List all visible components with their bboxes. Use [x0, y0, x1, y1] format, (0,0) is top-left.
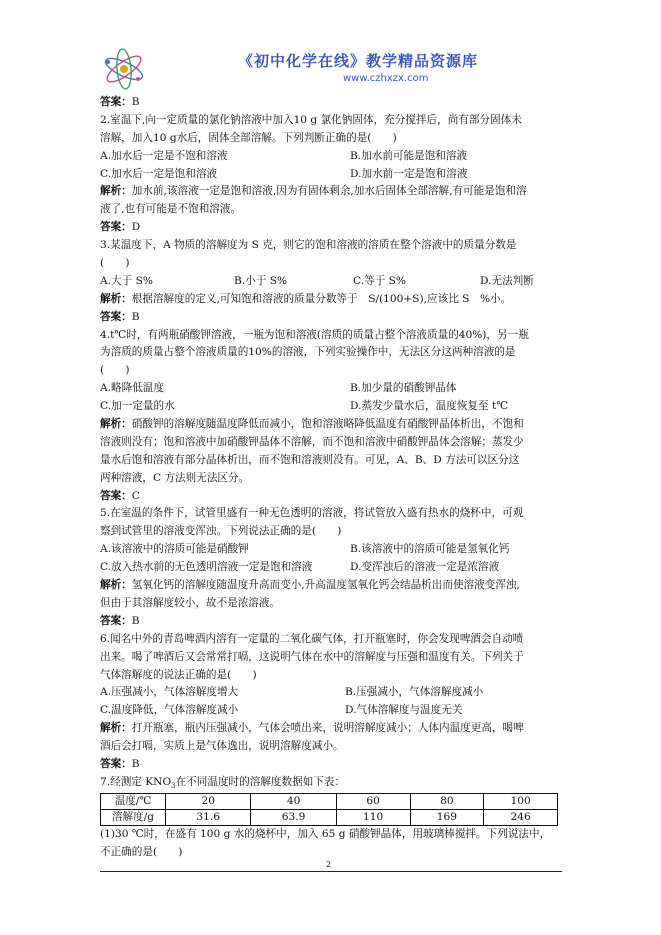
- content: [100, 94, 562, 862]
- q5-stem-line-2: 察到试管里的溶液变浑浊。下列说法正确的是( ): [100, 525, 342, 538]
- q4-stem-line-1: 4.t℃时，有两瓶硝酸钾溶液，一瓶为饱和溶液(溶质的质量占整个溶液质量的40%)，另一瓶: [100, 328, 529, 341]
- table-cell: 100: [484, 793, 558, 809]
- q2-stem-line-1: 2.室温下,向一定质量的氯化钠溶液中加入10 g 氯化钠固体，充分搅拌后，尚有部分固体未: [100, 113, 522, 126]
- header-banner: [100, 46, 560, 92]
- q6-stem-line-2: 出来。喝了啤酒后又会常常打嗝，这说明气体在水中的溶解度与压强和温度有关。下列关于: [100, 650, 524, 663]
- q5-option-a: A.该溶液中的溶质可能是硝酸钾: [100, 543, 249, 556]
- q5-options-row-2: [100, 559, 562, 577]
- q6-options-row-1: [100, 684, 562, 702]
- q3-option-d: D.无法判断: [480, 274, 534, 287]
- table-row: [101, 793, 558, 809]
- table-cell-header: 温度/℃: [101, 793, 166, 809]
- table-cell: 60: [336, 793, 410, 809]
- table-cell: 110: [336, 809, 410, 825]
- q4-option-d: D.蒸发少量水后，温度恢复至 t℃: [350, 400, 509, 413]
- q4-analysis-line-4: 两种溶液，C 方法则无法区分。: [100, 471, 250, 484]
- q5-option-c: C.放入热水前的无色透明溶液一定是饱和溶液: [100, 561, 313, 574]
- q2-options-row-1: [100, 148, 562, 166]
- table-cell: 63.9: [251, 809, 336, 825]
- q3-answer: 答案：B: [100, 310, 140, 323]
- q2-analysis-line-1: 解析：加水前,该溶液一定是饱和溶液,因为有固体剩余,加水后固体全部溶解,有可能是饱和溶: [100, 185, 527, 198]
- q3-options-row: [100, 273, 562, 291]
- q6-option-b: B.压强减小，气体溶解度减小: [345, 686, 484, 699]
- q6-stem-line-1: 6.闻名中外的青岛啤酒内溶有一定量的二氧化碳气体，打开瓶塞时，你会发现啤酒会自动喷: [100, 632, 524, 645]
- table-row: [101, 809, 558, 825]
- q7-sub1-line-2: 不正确的是( ): [100, 845, 183, 858]
- table-cell: 40: [251, 793, 336, 809]
- q2-option-c: C.加水后一定是饱和溶液: [100, 167, 218, 180]
- q4-option-a: A.略降低温度: [100, 382, 164, 395]
- q4-option-b: B.加少量的硝酸钾晶体: [350, 382, 457, 395]
- solubility-table: [100, 793, 558, 826]
- q2-option-a: A.加水后一定是不饱和溶液: [100, 149, 228, 162]
- q3-stem-line-2: ( ): [100, 257, 130, 270]
- q6-option-d: D.气体溶解度与温度无关: [345, 704, 463, 717]
- q2-options-row-2: [100, 166, 562, 184]
- q3-option-b: B.小于 S%: [234, 274, 288, 287]
- table-cell: 31.6: [166, 809, 251, 825]
- q6-analysis-line-1: 解析：打开瓶塞，瓶内压强减小，气体会喷出来，说明溶解度减小；人体内温度更高，喝啤: [100, 722, 524, 735]
- q5-stem-line-1: 5.在室温的条件下，试管里盛有一种无色透明的溶液，将试管放入盛有热水的烧杯中，可观: [100, 507, 524, 520]
- table-cell: 20: [166, 793, 251, 809]
- q7-stem: 7.经测定 $KNO_3$在不同温度时的溶解度数据如下表：: [100, 775, 346, 790]
- q4-options-row-2: [100, 398, 562, 416]
- table-cell: 246: [484, 809, 558, 825]
- q3-option-a: A.大于 S%: [100, 274, 153, 287]
- table-cell: 80: [410, 793, 484, 809]
- q6-option-c: C.温度降低，气体溶解度减小: [100, 704, 239, 717]
- q5-option-b: B.该溶液中的溶质可能是氢氧化钙: [350, 543, 510, 556]
- q3-option-c: C.等于 S%: [353, 274, 406, 287]
- q5-answer: 答案：B: [100, 614, 140, 627]
- q2-answer: 答案：D: [100, 221, 141, 234]
- q5-option-d: D.变浑浊后的溶液一定是浓溶液: [350, 561, 500, 574]
- q2-option-d: D.加水前一定是饱和溶液: [350, 167, 468, 180]
- q4-stem-line-2: 为溶质的质量占整个溶液质量的10%的溶液，下列实验操作中，无法区分这两种溶液的是: [100, 346, 516, 359]
- table-cell: 169: [410, 809, 484, 825]
- q1-answer: 答案：B: [100, 96, 140, 108]
- q3-analysis: 解析：根据溶解度的定义,可知饱和溶液的质量分数等于 S/(100+S),应该比 S %小。: [100, 292, 512, 305]
- q6-analysis-line-2: 酒后会打嗝，实质上是气体逸出，说明溶解度减小。: [100, 740, 344, 753]
- page-number: 2: [326, 860, 332, 869]
- q6-options-row-2: [100, 702, 562, 720]
- q4-analysis-line-3: 量水后饱和溶液有部分晶体析出，而不饱和溶液则没有。可见，A、B、D 方法可以区分这: [100, 453, 520, 466]
- atom-logo-icon: [100, 46, 148, 92]
- q6-answer: 答案：B: [100, 757, 140, 770]
- table-cell-header: 溶解度/g: [101, 809, 166, 825]
- banner-url: www.czhxzx.com: [343, 73, 429, 84]
- q5-options-row-1: [100, 541, 562, 559]
- q5-analysis-line-2: 但由于其溶解度较小，故不是浓溶液。: [100, 596, 281, 609]
- q2-stem-line-2: 溶解，加入10 g水后，固体全部溶解。下列判断正确的是( ): [100, 131, 397, 144]
- q4-analysis-line-2: 溶液则没有；饱和溶液中加硝酸钾晶体不溶解，而不饱和溶液中硝酸钾晶体会溶解；蒸发少: [100, 435, 524, 448]
- footer-divider: [100, 871, 562, 872]
- q6-stem-line-3: 气体溶解度的说法正确的是( ): [100, 668, 257, 681]
- q5-analysis-line-1: 解析：氢氧化钙的溶解度随温度升高而变小,升高温度氢氧化钙会结晶析出而使溶液变浑浊,: [100, 579, 520, 592]
- q4-option-c: C.加一定量的水: [100, 400, 175, 413]
- q7-sub1-line-1: (1)30 ℃时，在盛有 100 g 水的烧杯中，加入 65 g 硝酸钾晶体，用玻璃棒搅拌。下列说法中，: [100, 827, 551, 840]
- q4-analysis-line-1: 解析：硝酸钾的溶解度随温度降低而减小，饱和溶液略降低温度有硝酸钾晶体析出，不饱和: [100, 418, 524, 431]
- q4-options-row-1: [100, 380, 562, 398]
- q3-stem-line-1: 3.某温度下，A 物质的溶解度为 S 克，则它的饱和溶液的溶质在整个溶液中的质量分数是: [100, 239, 517, 252]
- q6-option-a: A.压强减小，气体溶解度增大: [100, 686, 239, 699]
- q2-analysis-line-2: 液了,也有可能是不饱和溶液。: [100, 203, 242, 216]
- q4-answer: 答案：C: [100, 489, 140, 502]
- q2-option-b: B.加水前可能是饱和溶液: [350, 149, 468, 162]
- banner-title: 《初中化学在线》教学精品资源库: [238, 52, 479, 70]
- q4-stem-line-3: ( ): [100, 364, 130, 377]
